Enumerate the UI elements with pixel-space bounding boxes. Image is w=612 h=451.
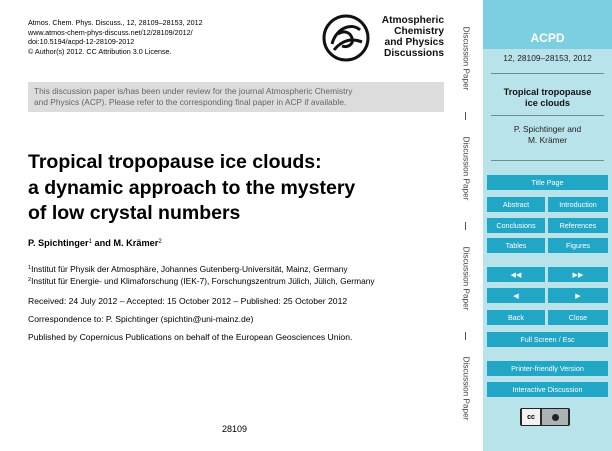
logo-line-3: and Physics — [384, 37, 444, 48]
logo-line-1: Atmospheric — [381, 15, 444, 26]
author-conjunction: and — [94, 238, 111, 248]
logo-line-2: Chemistry — [394, 26, 444, 37]
logo-line-4: Discussions — [383, 48, 444, 59]
page-number: 28109 — [222, 424, 248, 434]
affiliation-marker: 1 — [88, 239, 92, 245]
author-list — [28, 238, 162, 248]
close-button[interactable]: Close — [548, 310, 608, 325]
cc-by-icon — [542, 409, 568, 425]
sidebar-title-line-2: ice clouds — [525, 98, 570, 108]
discussion-paper-label: Discussion Paper — [461, 26, 471, 90]
creative-commons-badge[interactable] — [520, 408, 570, 426]
references-button[interactable]: References — [548, 218, 608, 233]
sidebar-title-line-1: Tropical tropopause — [503, 87, 592, 97]
author-name: P. Spichtinger — [28, 238, 89, 248]
sidebar-divider — [491, 160, 604, 161]
review-notice-banner — [28, 82, 444, 112]
discussion-paper-label: Discussion Paper — [461, 356, 471, 420]
affiliation-1 — [28, 264, 348, 274]
last-page-button[interactable]: ▶▶ — [548, 267, 608, 282]
discussion-paper-label: Discussion Paper — [461, 136, 471, 200]
back-button[interactable]: Back — [487, 310, 545, 325]
cc-icon: cc — [522, 409, 540, 425]
publisher-note: Published by Copernicus Publications on behalf of the European Geosciences Union. — [28, 332, 353, 342]
affiliation-number: 1 — [28, 265, 32, 271]
logo-text — [382, 15, 444, 59]
sidebar-title — [483, 87, 612, 109]
author-name: M. Krämer — [113, 238, 159, 248]
conclusions-button[interactable]: Conclusions — [487, 218, 545, 233]
doi: doi:10.5194/acpd-12-28109-2012 — [28, 37, 135, 47]
sidebar-journal-name: ACPD — [483, 0, 612, 49]
paper-title — [28, 150, 448, 227]
printer-friendly-button[interactable]: Printer-friendly Version — [487, 361, 608, 376]
title-line-2: a dynamic approach to the mystery — [28, 176, 356, 199]
affiliation-2 — [28, 276, 375, 286]
first-page-button[interactable]: ◀◀ — [487, 267, 545, 282]
affiliation-number: 2 — [28, 277, 32, 283]
journal-reference: Atmos. Chem. Phys. Discuss., 12, 28109–28153, 2012 — [28, 18, 203, 27]
sidebar-authors — [483, 124, 612, 146]
tables-button[interactable]: Tables — [487, 238, 545, 253]
sidebar-authors-line-2: M. Krämer — [527, 135, 568, 145]
sidebar-divider — [491, 115, 604, 116]
correspondence: Correspondence to: P. Spichtinger (spichtin@uni-mainz.de) — [28, 314, 254, 324]
sidebar-authors-line-1: P. Spichtinger and — [513, 124, 582, 134]
journal-url[interactable]: www.atmos-chem-phys-discuss.net/12/28109/2012/ — [28, 27, 193, 37]
banner-line-2: and Physics (ACP). Please refer to the corresponding final paper in ACP if available. — [34, 97, 347, 107]
discussion-paper-label: Discussion Paper — [461, 246, 471, 310]
affiliation-marker: 2 — [158, 239, 162, 245]
journal-logo — [322, 14, 446, 68]
previous-page-button[interactable]: ◀ — [487, 288, 545, 303]
figures-button[interactable]: Figures — [548, 238, 608, 253]
affiliation-text: Institut für Energie- und Klimaforschung (IEK-7), Forschungszentrum Jülich, Jülich, Germany — [31, 276, 375, 286]
copyright: © Author(s) 2012. CC Attribution 3.0 License. — [28, 46, 172, 56]
journal-metadata — [28, 18, 203, 56]
affiliation-text: Institut für Physik der Atmosphäre, Johannes Gutenberg-Universität, Mainz, Germany — [31, 264, 348, 274]
sidebar-pages: 12, 28109–28153, 2012 — [503, 53, 592, 63]
next-page-button[interactable]: ▶ — [548, 288, 608, 303]
sidebar-divider — [491, 73, 604, 74]
introduction-button[interactable]: Introduction — [548, 197, 608, 212]
received-dates: Received: 24 July 2012 – Accepted: 15 October 2012 – Published: 25 October 2012 — [28, 296, 348, 306]
abstract-button[interactable]: Abstract — [487, 197, 545, 212]
interactive-discussion-button[interactable]: Interactive Discussion — [487, 382, 608, 397]
full-screen-button[interactable]: Full Screen / Esc — [487, 332, 608, 347]
title-line-1: Tropical tropopause ice clouds: — [28, 151, 322, 173]
banner-line-1: This discussion paper is/has been under review for the journal Atmospheric Chemistry — [34, 86, 353, 96]
title-page-button[interactable]: Title Page — [487, 175, 608, 190]
egu-logo-icon — [322, 14, 370, 62]
title-line-3: of low crystal numbers — [28, 202, 241, 224]
